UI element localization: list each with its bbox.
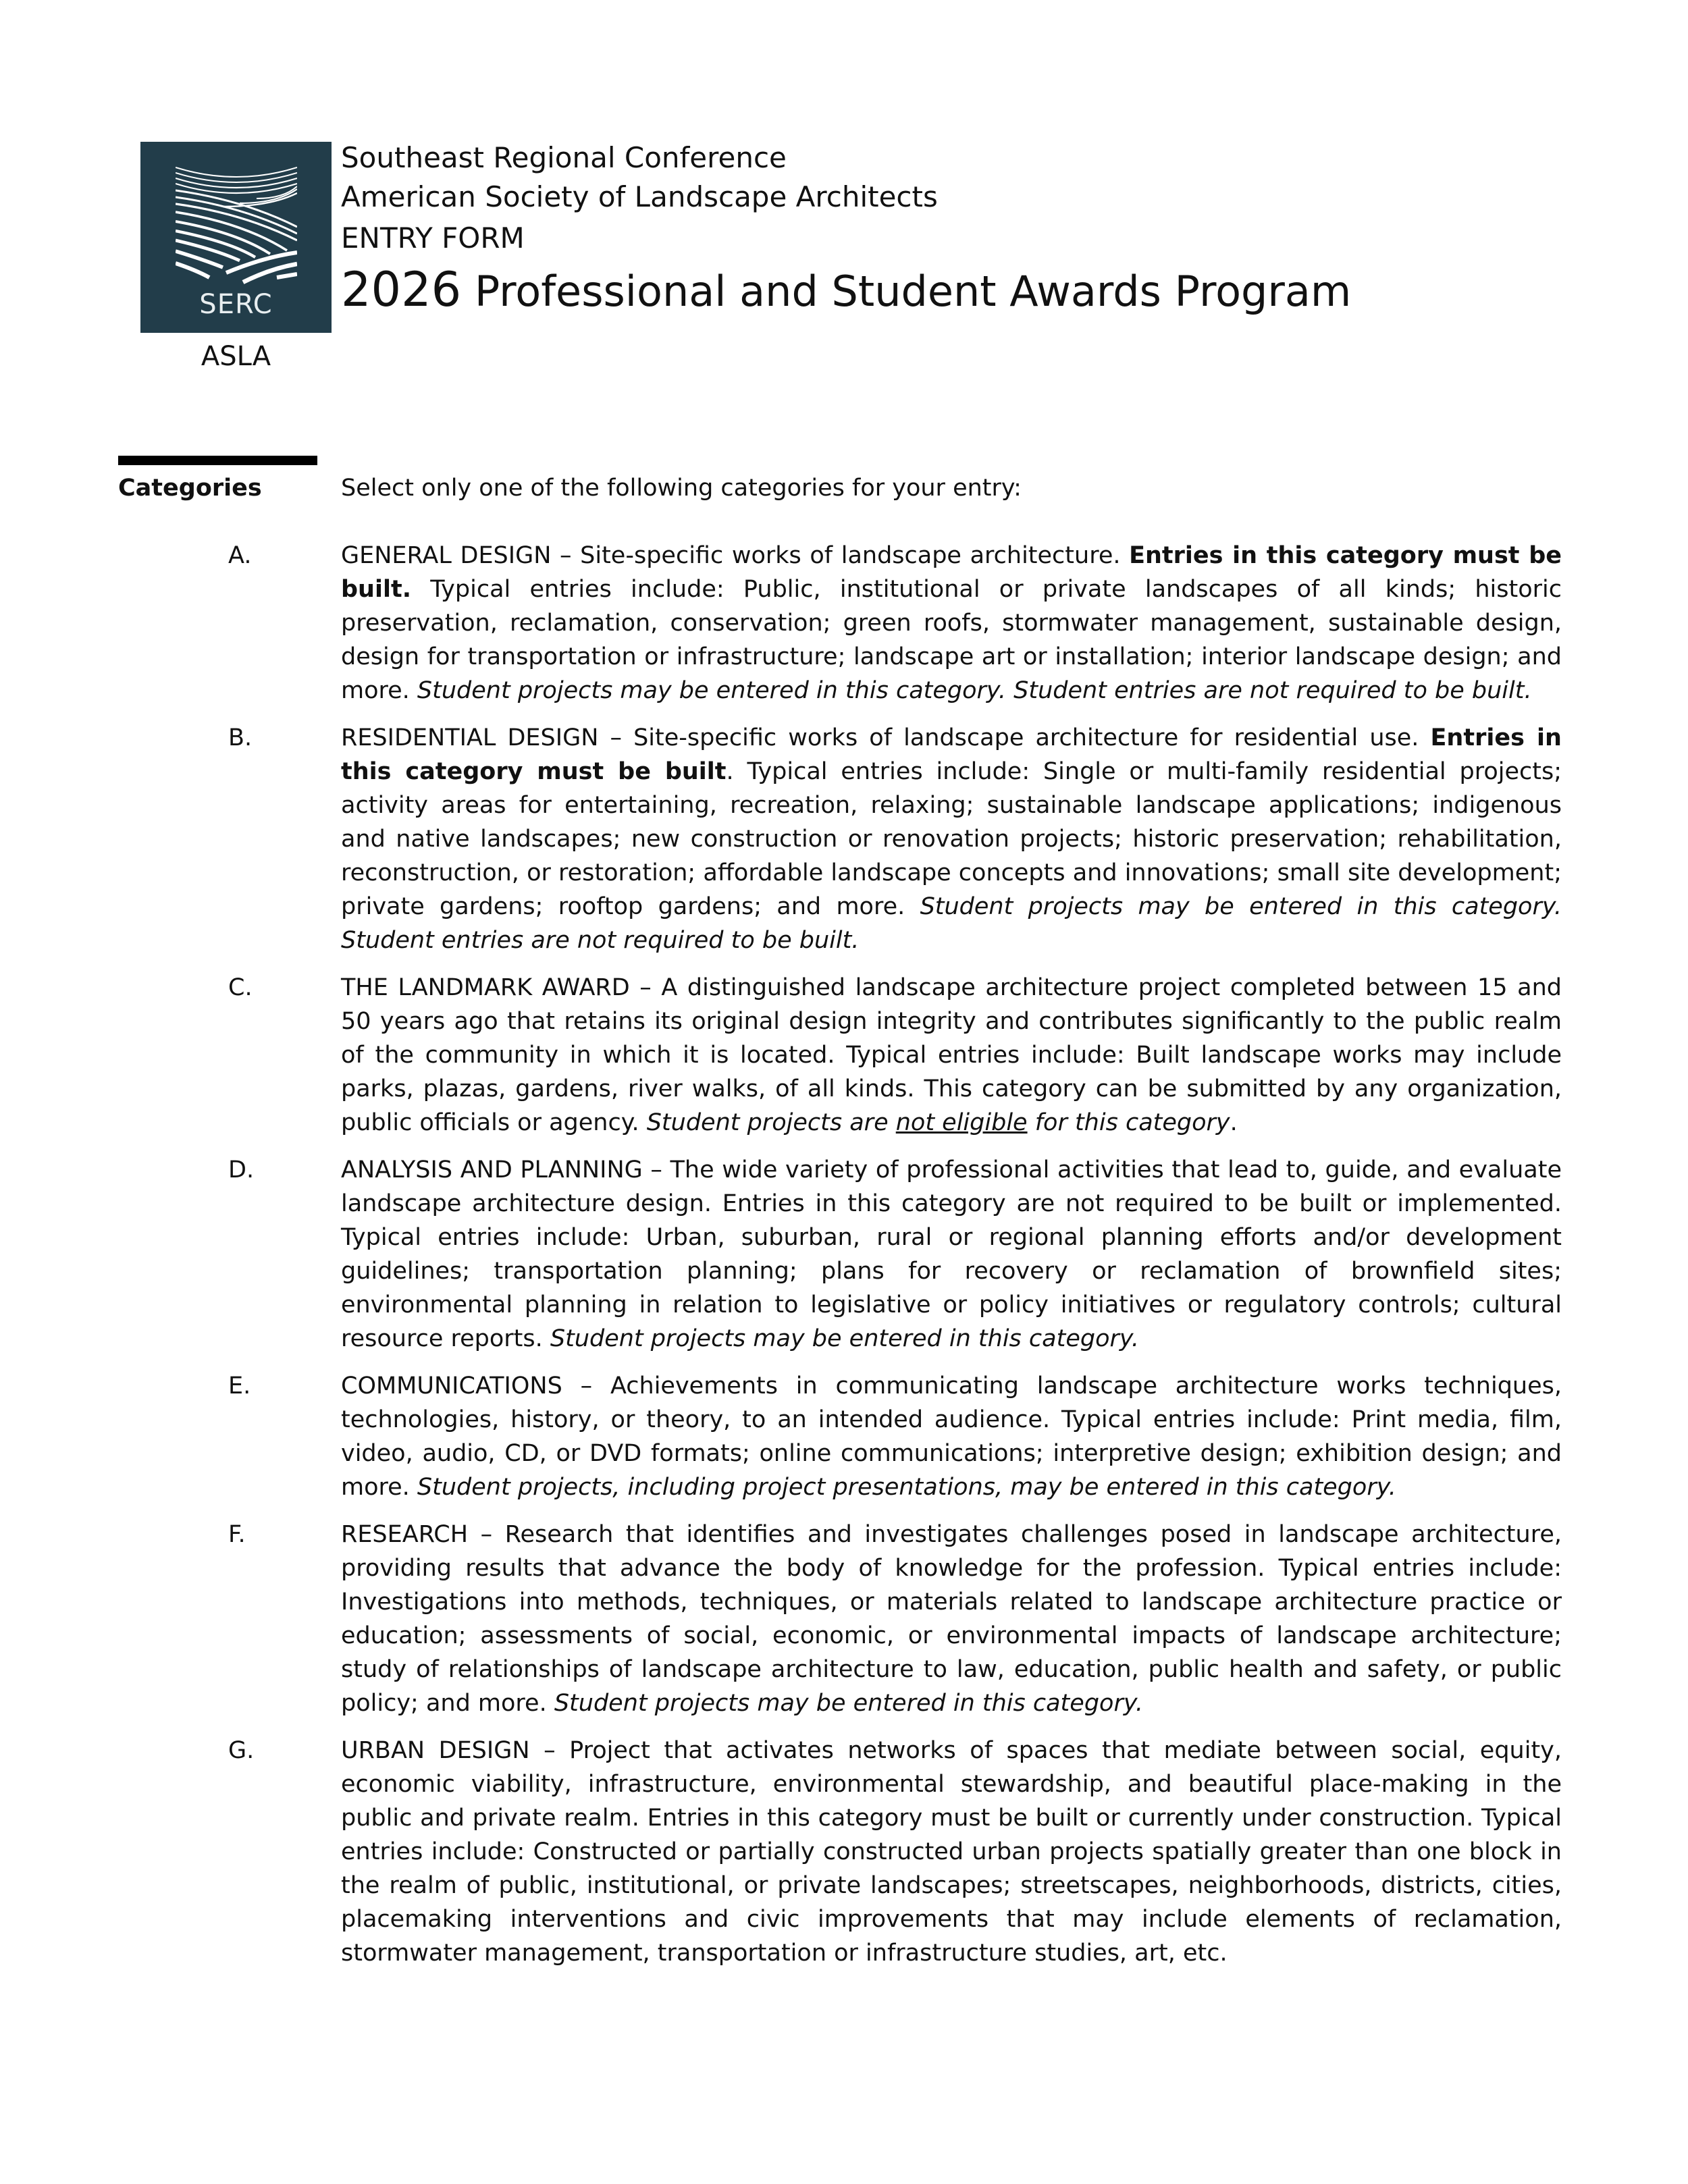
title-text: Professional and Student Awards Program	[461, 267, 1352, 316]
category-name: GENERAL DESIGN	[341, 542, 552, 569]
description-text: The wide variety of professional activities that lead to, guide, and evaluate landscape architecture design. Entries in this category are not required to be built or implemented. Typical entries include: Urban, suburban, rural or regional planning efforts and/or development guidelines; transportation planning; plans for recovery or reclamation of brownfield sites; environmental planning in relation to legislative or policy initiatives or regulatory controls; cultural resource reports.	[341, 1156, 1562, 1352]
form-type: ENTRY FORM	[341, 221, 525, 255]
category-item-landmark-award	[0, 971, 1688, 1140]
category-name: RESIDENTIAL DESIGN	[341, 724, 599, 751]
requirement-bold: Entries in this category must be built.	[341, 542, 1562, 603]
category-letter: E.	[228, 1373, 251, 1400]
separator: –	[598, 724, 634, 751]
landscape-lines-icon	[176, 166, 297, 284]
category-item-general-design	[0, 539, 1688, 708]
description-text-cont: Typical entries include: Public, institutional or private landscapes of all kinds; historic preservation, reclamation, conservation; green roofs, stormwater management, sustainable design, design for transportation or infrastructure; landscape art or installation; interior landscape design; and more.	[341, 576, 1562, 704]
description-text-cont: . Typical entries include: Single or multi-family residential projects; activity areas for entertaining, recreation, relaxing; sustainable landscape applications; indigenous and native landscapes; new construction or renovation projects; historic preservation; rehabilitation, reconstruction, or restoration; affordable landscape concepts and innovations; small site development; private gardens; rooftop gardens; and more.	[341, 758, 1562, 920]
serc-logo	[140, 142, 332, 333]
category-item-analysis-planning	[0, 1153, 1688, 1356]
category-item-urban-design	[0, 1734, 1688, 1970]
description-text: Research that identifies and investigates challenges posed in landscape architecture, providing results that advance the body of knowledge for the profession. Typical entries include: Investigations into methods, techniques, or materials related to landscape architecture practice or education; assessments of social, economic, or environmental impacts of landscape architecture; study of relationships of landscape architecture to law, education, public health and safety, or public policy; and more.	[341, 1521, 1562, 1717]
separator: –	[562, 1373, 610, 1400]
category-item-communications	[0, 1369, 1688, 1504]
category-description	[341, 1369, 1562, 1504]
category-description	[341, 539, 1562, 708]
category-description	[341, 1518, 1562, 1720]
categories-label: Categories	[118, 475, 262, 502]
category-letter: A.	[228, 542, 252, 569]
not-eligible-emphasis: not eligible	[895, 1109, 1028, 1136]
separator: –	[468, 1521, 505, 1548]
category-name: RESEARCH	[341, 1521, 469, 1548]
category-letter: F.	[228, 1521, 246, 1548]
category-letter: C.	[228, 974, 253, 1001]
category-description	[341, 721, 1562, 957]
category-name: COMMUNICATIONS	[341, 1373, 562, 1400]
org-name: American Society of Landscape Architects	[341, 180, 938, 213]
period: .	[1230, 1109, 1238, 1136]
separator: –	[642, 1156, 670, 1183]
student-note: Student projects, including project presentations, may be entered in this category.	[417, 1474, 1396, 1501]
logo-serc-label: SERC	[199, 289, 273, 320]
student-note: Student projects may be entered in this category. Student entries are not required to be built.	[417, 677, 1532, 704]
org-region: Southeast Regional Conference	[341, 141, 787, 174]
student-note: Student projects are	[646, 1109, 896, 1136]
separator: –	[551, 542, 581, 569]
separator: –	[629, 974, 662, 1001]
category-list	[0, 539, 1688, 1983]
category-name: THE LANDMARK AWARD	[341, 974, 630, 1001]
student-note: Student projects may be entered in this category. Student entries are not required to be built.	[341, 893, 1562, 954]
category-item-research	[0, 1518, 1688, 1720]
category-letter: B.	[228, 724, 253, 751]
category-description	[341, 971, 1562, 1140]
title-year: 2026	[341, 262, 462, 317]
separator: –	[529, 1737, 570, 1764]
student-note-end: for this category	[1027, 1109, 1230, 1136]
categories-intro: Select only one of the following categories for your entry:	[341, 475, 1022, 502]
section-rule	[118, 456, 317, 465]
description-text: Site-specific works of landscape architecture.	[580, 542, 1130, 569]
description-text: Project that activates networks of spaces that mediate between social, equity, economic viability, infrastructure, environmental stewardship, and beautiful place-making in the public and private realm. Entries in this category must be built or currently under construction. Typical entries include: Constructed or partially constructed urban projects spatially greater than one block in the realm of public, institutional, or private landscapes; streetscapes, neighborhoods, districts, cities, placemaking interventions and civic improvements that may include elements of reclamation, stormwater management, transportation or infrastructure studies, art, etc.	[341, 1737, 1562, 1967]
category-description	[341, 1734, 1562, 1970]
requirement-bold: Entries in this category must be built	[341, 724, 1562, 785]
category-name: ANALYSIS AND PLANNING	[341, 1156, 643, 1183]
category-description	[341, 1153, 1562, 1356]
description-text: A distinguished landscape architecture project completed between 15 and 50 years ago that retains its original design integrity and contributes significantly to the public realm of the community in which it is located. Typical entries include: Built landscape works may include parks, plazas, gardens, river walks, of all kinds. This category can be submitted by any organization, public officials or agency.	[341, 974, 1562, 1136]
logo-asla-caption: ASLA	[201, 341, 271, 372]
category-item-residential-design	[0, 721, 1688, 957]
description-text: Achievements in communicating landscape architecture works techniques, technologies, history, or theory, to an intended audience. Typical entries include: Print media, film, video, audio, CD, or DVD formats; online communications; interpretive design; exhibition design; and more.	[341, 1373, 1562, 1501]
page-title	[341, 263, 1351, 319]
student-note: Student projects may be entered in this category.	[550, 1325, 1140, 1352]
student-note: Student projects may be entered in this category.	[554, 1690, 1143, 1717]
category-letter: G.	[228, 1737, 255, 1764]
description-text: Site-specific works of landscape architecture for residential use.	[633, 724, 1431, 751]
category-letter: D.	[228, 1156, 255, 1183]
category-name: URBAN DESIGN	[341, 1737, 530, 1764]
document-header	[341, 138, 1351, 319]
